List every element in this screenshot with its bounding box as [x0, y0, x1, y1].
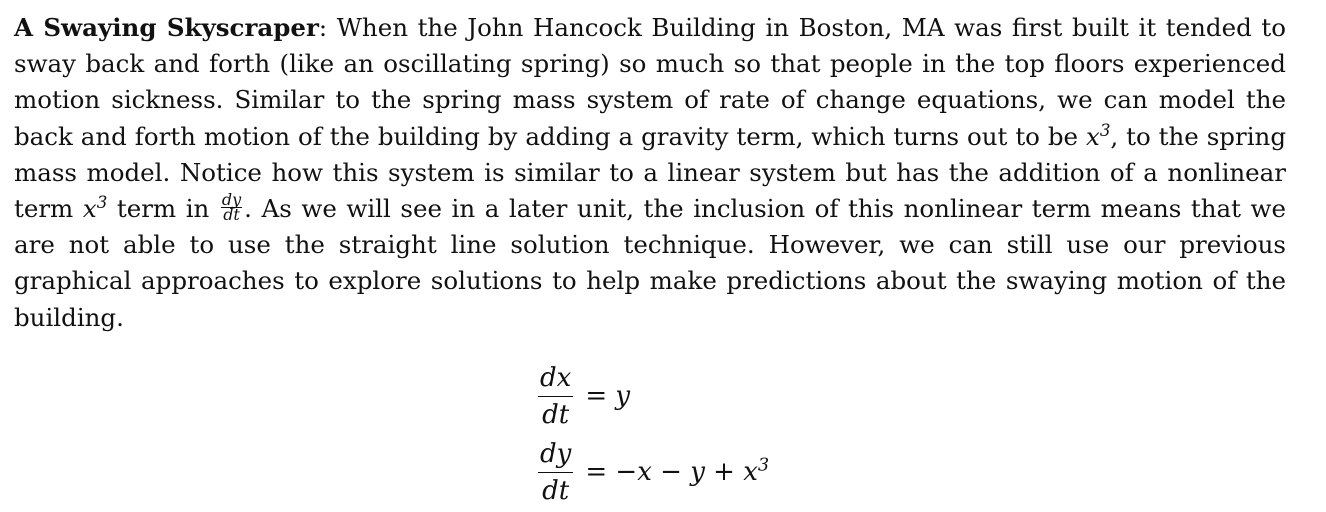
dx-dt-numerator: dx	[538, 362, 573, 397]
dx-dt-rhs-value: y	[615, 381, 631, 411]
equals-sign: =	[585, 381, 608, 411]
equals-sign: =	[585, 457, 608, 487]
minus-sign: −	[615, 457, 638, 487]
inline-frac-denominator: dt	[223, 205, 240, 225]
nonlinear-term-exp: 3	[96, 192, 108, 212]
dy-dt-denominator: dt	[542, 475, 570, 506]
paragraph-text-4: . As we will see in a later unit, the inclusion of this nonlinear term means that we are not able to use the straight line solution technique. However, we can still use our previous graphical approaches to explore solutions to help make predictions about the swaying motion of the building.	[14, 194, 1286, 332]
equation-dy-dt	[538, 434, 769, 510]
paragraph-text-2: , to the spring mass model. Notice how this system is similar to a linear system but has the addition of a nonlinear term	[14, 121, 1286, 224]
dy-dt-numerator: dy	[538, 438, 573, 473]
gravity-term-var: x	[1085, 121, 1100, 151]
gravity-term	[1086, 122, 1110, 151]
gravity-term-exp: 3	[1099, 120, 1111, 140]
rhs-x-cubed-base: x	[743, 457, 758, 487]
equation-dx-dt	[538, 358, 769, 434]
dx-dt-denominator: dt	[542, 399, 570, 430]
dx-dt-rhs	[585, 381, 630, 411]
problem-title: A Swaying Skyscraper	[14, 13, 319, 42]
nonlinear-term-var: x	[82, 194, 97, 224]
inline-frac-numerator: dy	[221, 190, 242, 210]
rhs-x: x	[637, 457, 652, 487]
problem-paragraph	[14, 10, 1286, 336]
equation-system	[538, 358, 769, 510]
plus-sign: +	[713, 457, 735, 487]
paragraph-text-3: term in	[107, 194, 219, 224]
paragraph-text-1: : When the John Hancock Building in Boston, MA was first built it tended to sway back and forth (like an oscillating spring) so much so that people in the top floors experienced motion sickness. Similar to the spring mass system of rate of change equations, we can model the back and forth motion of the building by adding a gravity term, which turns out to be	[14, 13, 1286, 151]
nonlinear-term	[83, 194, 107, 223]
dy-dt-rhs	[585, 457, 769, 487]
rhs-x-cubed-exp: 3	[757, 455, 770, 476]
dy-dt-fraction	[538, 438, 573, 507]
minus-sign: −	[660, 457, 682, 487]
inline-derivative-fraction	[221, 190, 242, 225]
dx-dt-fraction	[538, 362, 573, 431]
rhs-y: y	[690, 457, 705, 487]
